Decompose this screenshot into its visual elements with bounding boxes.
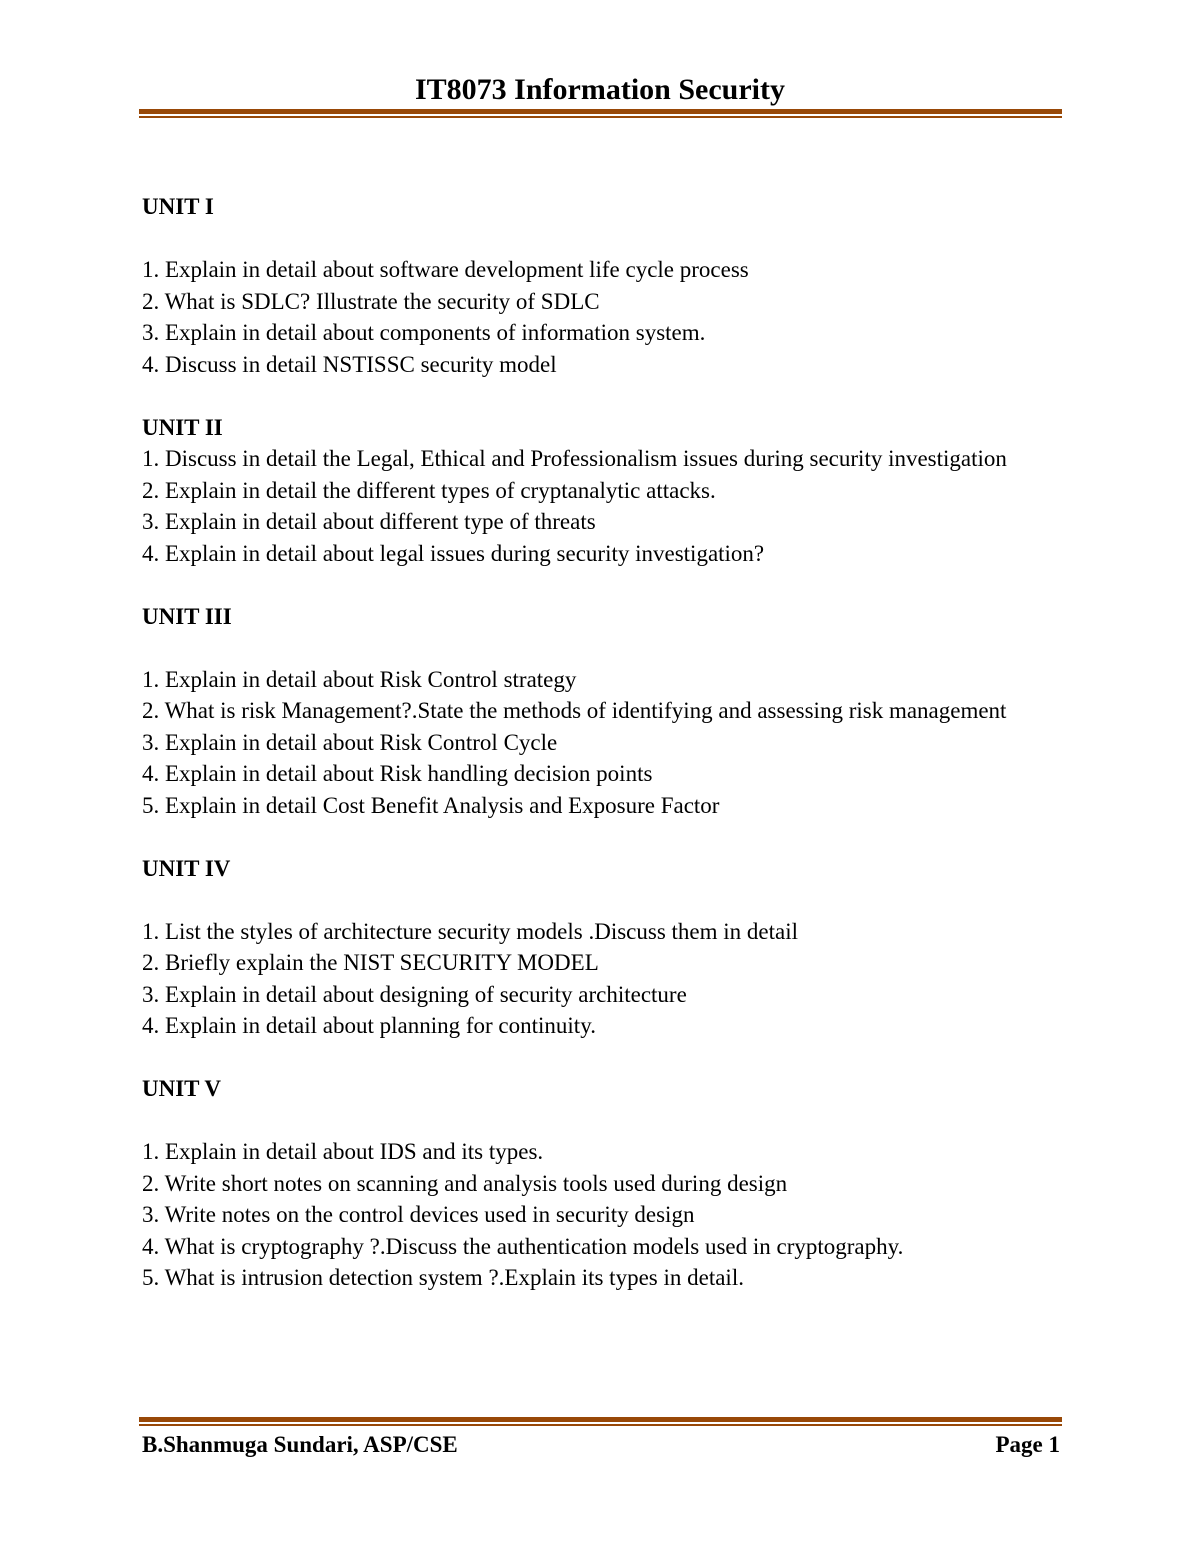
header-rule-thin	[139, 116, 1062, 118]
question-item: 1. Explain in detail about software development life cycle process	[142, 257, 749, 282]
question-item: 2. What is SDLC? Illustrate the security of SDLC	[142, 288, 600, 314]
unit-section	[142, 853, 1042, 1042]
unit-section	[142, 191, 1042, 380]
unit-heading: UNIT V	[142, 1076, 222, 1101]
footer-rule-thin	[139, 1424, 1062, 1426]
unit-heading: UNIT II	[142, 414, 223, 440]
question-item: 4. Explain in detail about legal issues during security investigation?	[142, 540, 765, 566]
question-item: 4. Explain in detail about planning for continuity.	[142, 1013, 596, 1038]
question-item: 2. Write short notes on scanning and analysis tools used during design	[142, 1170, 788, 1196]
page-title: IT8073 Information Security	[415, 73, 785, 106]
question-item: 3. Explain in detail about designing of security architecture	[142, 981, 687, 1007]
question-item: 5. Explain in detail Cost Benefit Analysis and Exposure Factor	[142, 792, 720, 818]
unit-section	[142, 1073, 1042, 1294]
header-rule	[139, 109, 1062, 118]
footer-author: B.Shanmuga Sundari, ASP/CSE	[142, 1432, 458, 1457]
question-item: 3. Write notes on the control devices used in security design	[142, 1202, 695, 1227]
question-item: 1. Explain in detail about IDS and its types.	[142, 1139, 544, 1164]
header-rule-thick	[139, 109, 1062, 114]
question-item: 1. Discuss in detail the Legal, Ethical and Professionalism issues during security investigation	[142, 446, 1007, 471]
unit-heading: UNIT I	[142, 194, 214, 219]
footer-rule	[139, 1417, 1062, 1426]
unit-section	[142, 601, 1042, 822]
question-item: 3. Explain in detail about Risk Control Cycle	[142, 729, 558, 755]
question-item: 2. Briefly explain the NIST SECURITY MODEL	[142, 950, 599, 975]
question-item: 2. What is risk Management?.State the methods of identifying and assessing risk management	[142, 698, 1007, 723]
question-item: 4. What is cryptography ?.Discuss the authentication models used in cryptography.	[142, 1233, 904, 1259]
unit-heading: UNIT IV	[142, 855, 231, 881]
question-item: 1. Explain in detail about Risk Control strategy	[142, 666, 577, 692]
unit-section	[142, 412, 1042, 570]
question-item: 4. Discuss in detail NSTISSC security model	[142, 351, 557, 377]
question-bank	[142, 191, 1042, 1325]
footer-rule-thick	[139, 1417, 1062, 1422]
question-item: 3. Explain in detail about components of information system.	[142, 320, 706, 345]
question-item: 4. Explain in detail about Risk handling decision points	[142, 761, 653, 786]
question-item: 1. List the styles of architecture security models .Discuss them in detail	[142, 918, 798, 944]
question-item: 2. Explain in detail the different types of cryptanalytic attacks.	[142, 477, 716, 503]
question-item: 3. Explain in detail about different type of threats	[142, 509, 596, 534]
page-number: Page 1	[995, 1432, 1060, 1457]
unit-heading: UNIT III	[142, 603, 232, 629]
question-item: 5. What is intrusion detection system ?.Explain its types in detail.	[142, 1265, 744, 1290]
